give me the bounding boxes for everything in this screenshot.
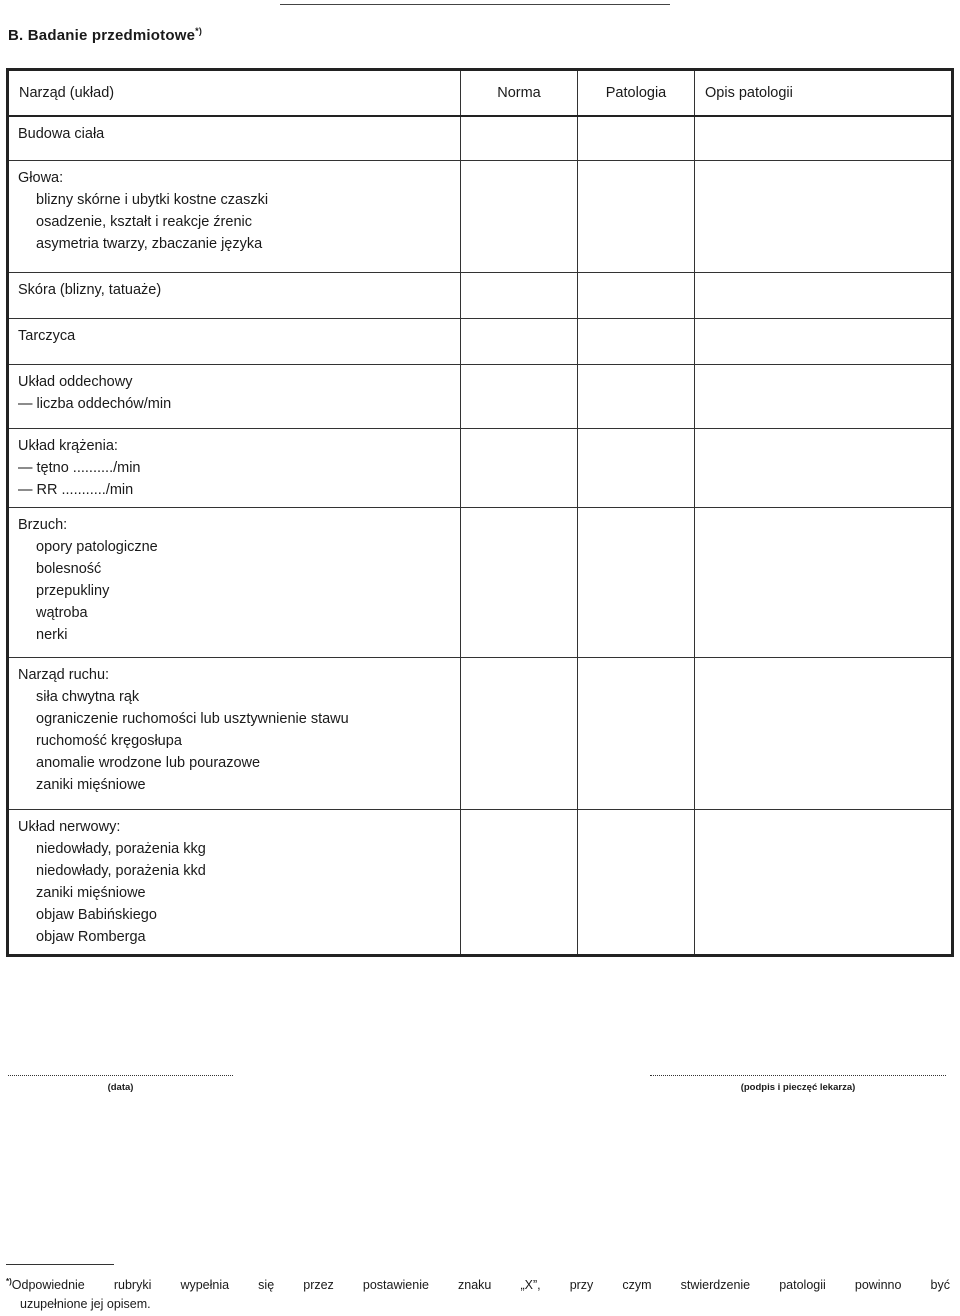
norma-cell[interactable] — [461, 657, 578, 809]
norma-cell[interactable] — [461, 507, 578, 657]
organ-subitem: niedowłady, porażenia kkd — [36, 862, 206, 879]
norma-cell[interactable] — [461, 272, 578, 318]
examination-table — [6, 68, 954, 957]
opis-cell[interactable] — [695, 657, 953, 809]
organ-title: Brzuch: — [18, 516, 68, 533]
doctor-signature-label: (podpis i pieczęć lekarza) — [740, 1082, 856, 1093]
opis-cell[interactable] — [695, 318, 953, 364]
organ-subitem: — RR .........../min — [18, 481, 134, 498]
header-opis: Opis patologii — [695, 70, 953, 117]
table-row — [8, 507, 953, 657]
table-row — [8, 272, 953, 318]
organ-subitem: anomalie wrodzone lub pourazowe — [36, 754, 261, 771]
footnote-marker-bottom: *) — [6, 1277, 12, 1286]
organ-cell — [8, 657, 461, 809]
organ-subitem: zaniki mięśniowe — [36, 884, 146, 901]
patologia-cell[interactable] — [578, 507, 695, 657]
organ-subitem: zaniki mięśniowe — [36, 776, 146, 793]
patologia-cell[interactable] — [578, 364, 695, 428]
opis-cell[interactable] — [695, 116, 953, 160]
organ-subitem: wątroba — [36, 604, 88, 621]
patologia-cell[interactable] — [578, 116, 695, 160]
norma-cell[interactable] — [461, 160, 578, 272]
opis-cell[interactable] — [695, 272, 953, 318]
organ-subitem: ograniczenie ruchomości lub usztywnienie stawu — [36, 710, 349, 727]
top-divider — [280, 4, 670, 5]
date-field[interactable] — [8, 1067, 233, 1076]
patologia-cell[interactable] — [578, 809, 695, 955]
organ-subitem: — tętno ........../min — [18, 459, 141, 476]
organ-title: Tarczyca — [18, 327, 76, 344]
date-signature-block — [8, 1067, 233, 1093]
table-header-row — [8, 70, 953, 117]
doctor-signature-block — [650, 1067, 946, 1093]
header-organ: Narząd (układ) — [8, 70, 461, 117]
patologia-cell[interactable] — [578, 428, 695, 507]
organ-subitem: nerki — [36, 626, 68, 643]
norma-cell[interactable] — [461, 318, 578, 364]
organ-title: Budowa ciała — [18, 126, 105, 142]
opis-cell[interactable] — [695, 160, 953, 272]
organ-subitem: osadzenie, kształt i reakcje źrenic — [36, 213, 252, 230]
section-title-text: B. Badanie przedmiotowe — [8, 27, 196, 44]
organ-subitem: bolesność — [36, 560, 102, 577]
table-row — [8, 116, 953, 160]
date-label: (data) — [107, 1082, 134, 1093]
table-row — [8, 657, 953, 809]
organ-subitem: asymetria twarzy, zbaczanie języka — [36, 235, 263, 252]
organ-subitem: objaw Babińskiego — [36, 906, 157, 923]
opis-cell[interactable] — [695, 428, 953, 507]
footnote-divider — [6, 1264, 114, 1265]
doctor-signature-field[interactable] — [650, 1067, 946, 1076]
footnote — [6, 1272, 950, 1314]
norma-cell[interactable] — [461, 428, 578, 507]
norma-cell[interactable] — [461, 364, 578, 428]
table-row — [8, 364, 953, 428]
organ-cell — [8, 809, 461, 955]
header-patologia: Patologia — [578, 70, 695, 117]
organ-title: Głowa: — [18, 169, 64, 186]
norma-cell[interactable] — [461, 809, 578, 955]
footnote-marker: *) — [195, 26, 203, 36]
organ-cell — [8, 272, 461, 318]
header-norma: Norma — [461, 70, 578, 117]
examination-table-body — [8, 116, 953, 955]
norma-cell[interactable] — [461, 116, 578, 160]
patologia-cell[interactable] — [578, 657, 695, 809]
footnote-text-2: uzupełnione jej opisem. — [20, 1297, 151, 1312]
organ-title: Układ nerwowy: — [18, 818, 121, 835]
organ-title: Skóra (blizny, tatuaże) — [18, 281, 162, 298]
patologia-cell[interactable] — [578, 272, 695, 318]
organ-cell — [8, 116, 461, 160]
patologia-cell[interactable] — [578, 160, 695, 272]
section-title — [8, 26, 202, 44]
organ-cell — [8, 364, 461, 428]
footnote-line-1 — [6, 1272, 950, 1295]
organ-title: Narząd ruchu: — [18, 666, 110, 683]
opis-cell[interactable] — [695, 507, 953, 657]
organ-subitem: blizny skórne i ubytki kostne czaszki — [36, 191, 269, 208]
table-row — [8, 160, 953, 272]
organ-subitem: objaw Romberga — [36, 928, 146, 945]
table-row — [8, 318, 953, 364]
table-row — [8, 809, 953, 955]
opis-cell[interactable] — [695, 809, 953, 955]
organ-subitem: — liczba oddechów/min — [18, 395, 172, 412]
organ-subitem: niedowłady, porażenia kkg — [36, 840, 206, 857]
organ-title: Układ oddechowy — [18, 373, 133, 390]
organ-title: Układ krążenia: — [18, 437, 118, 454]
organ-cell — [8, 160, 461, 272]
organ-cell — [8, 318, 461, 364]
footnote-text-1: Odpowiednie rubryki wypełnia się przez postawienie znaku „X”, przy czym stwierdzenie patologii powinno być — [11, 1278, 950, 1293]
organ-subitem: przepukliny — [36, 582, 110, 599]
organ-subitem: ruchomość kręgosłupa — [36, 732, 182, 749]
organ-cell — [8, 507, 461, 657]
organ-subitem: siła chwytna rąk — [36, 688, 140, 705]
opis-cell[interactable] — [695, 364, 953, 428]
patologia-cell[interactable] — [578, 318, 695, 364]
table-row — [8, 428, 953, 507]
organ-cell — [8, 428, 461, 507]
organ-subitem: opory patologiczne — [36, 538, 158, 555]
